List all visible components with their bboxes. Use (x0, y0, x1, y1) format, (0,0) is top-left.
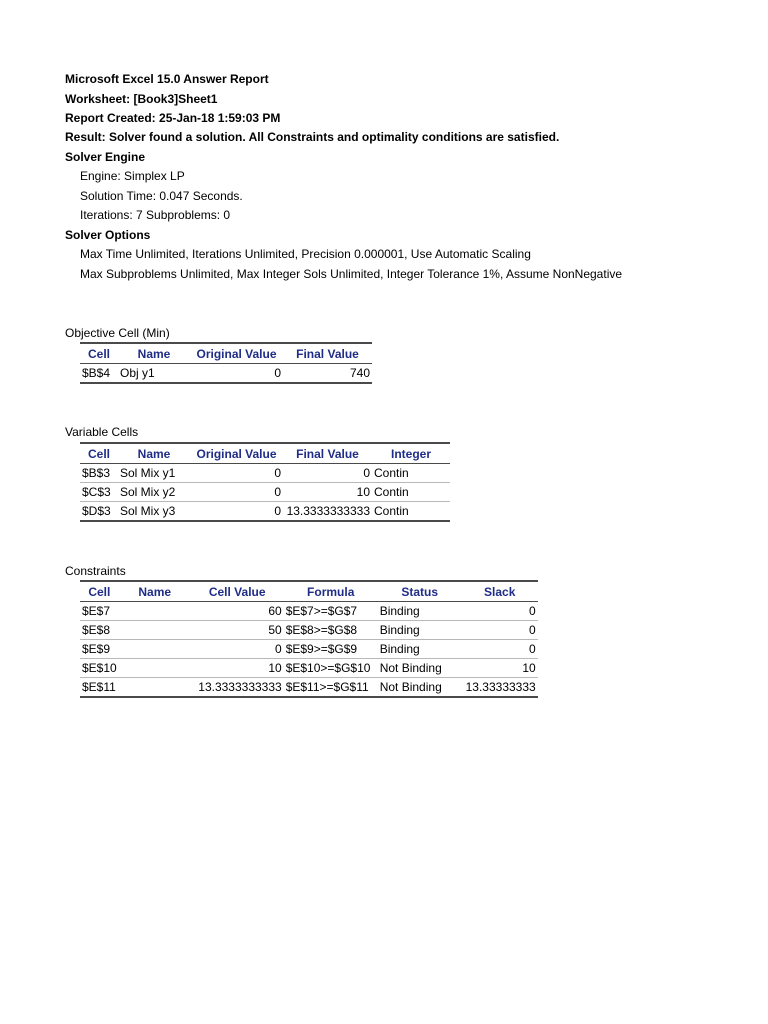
cell-ref: $B$4 (80, 364, 118, 384)
final-value: 740 (283, 364, 372, 384)
cell-ref: $D$3 (80, 502, 118, 522)
integer-type: Contin (372, 502, 450, 522)
cell-name (119, 621, 191, 640)
status: Not Binding (378, 659, 462, 678)
cell-ref: $E$7 (80, 602, 119, 621)
column-header: Cell (80, 343, 118, 364)
cell-name: Sol Mix y1 (118, 464, 190, 483)
original-value: 0 (190, 483, 283, 502)
formula: $E$10>=$G$10 (284, 659, 378, 678)
original-value: 0 (190, 502, 283, 522)
table-row (80, 464, 450, 483)
column-header: Formula (284, 581, 378, 602)
column-header: Cell Value (191, 581, 284, 602)
column-header: Original Value (190, 443, 283, 464)
final-value: 10 (283, 483, 372, 502)
column-header: Status (378, 581, 462, 602)
table-header-row (80, 443, 450, 464)
variables-section-title: Variable Cells (65, 425, 139, 439)
cell-ref: $E$8 (80, 621, 119, 640)
iterations-line: Iterations: 7 Subproblems: 0 (80, 208, 231, 222)
column-header: Final Value (283, 343, 372, 364)
table-header-row (80, 581, 538, 602)
constraints-section-title: Constraints (65, 564, 126, 578)
cell-value: 50 (191, 621, 284, 640)
objective-section-title: Objective Cell (Min) (65, 326, 170, 340)
column-header: Name (119, 581, 191, 602)
formula: $E$9>=$G$9 (284, 640, 378, 659)
slack: 10 (462, 659, 538, 678)
cell-name: Obj y1 (118, 364, 190, 384)
options-line-1: Max Time Unlimited, Iterations Unlimited, Precision 0.000001, Use Automatic Scaling (80, 247, 531, 261)
cell-name (119, 640, 191, 659)
constraints-table (80, 580, 538, 698)
report-created: Report Created: 25-Jan-18 1:59:03 PM (65, 111, 281, 125)
status: Binding (378, 621, 462, 640)
worksheet-label: Worksheet: [Book3]Sheet1 (65, 92, 218, 106)
original-value: 0 (190, 364, 283, 384)
column-header: Original Value (190, 343, 283, 364)
options-line-2: Max Subproblems Unlimited, Max Integer Sols Unlimited, Integer Tolerance 1%, Assume NonNegative (80, 267, 623, 281)
table-row (80, 502, 450, 522)
table-row (80, 364, 372, 384)
cell-value: 0 (191, 640, 284, 659)
formula: $E$8>=$G$8 (284, 621, 378, 640)
solver-engine-heading: Solver Engine (65, 150, 146, 164)
engine-line: Engine: Simplex LP (80, 169, 185, 183)
table-row (80, 640, 538, 659)
column-header: Name (118, 443, 190, 464)
final-value: 0 (283, 464, 372, 483)
column-header: Name (118, 343, 190, 364)
integer-type: Contin (372, 464, 450, 483)
table-row (80, 621, 538, 640)
table-row (80, 678, 538, 698)
slack: 13.33333333 (462, 678, 538, 698)
column-header: Integer (372, 443, 450, 464)
cell-name (119, 678, 191, 698)
slack: 0 (462, 621, 538, 640)
cell-value: 13.3333333333 (191, 678, 284, 698)
cell-name: Sol Mix y3 (118, 502, 190, 522)
result-line: Result: Solver found a solution. All Constraints and optimality conditions are satisfied. (65, 130, 560, 144)
objective-table (80, 342, 372, 384)
column-header: Cell (80, 443, 118, 464)
cell-name (119, 602, 191, 621)
column-header: Slack (462, 581, 538, 602)
status: Binding (378, 602, 462, 621)
cell-ref: $E$10 (80, 659, 119, 678)
cell-name: Sol Mix y2 (118, 483, 190, 502)
original-value: 0 (190, 464, 283, 483)
slack: 0 (462, 640, 538, 659)
table-header-row (80, 343, 372, 364)
formula: $E$11>=$G$11 (284, 678, 378, 698)
final-value: 13.3333333333 (283, 502, 372, 522)
slack: 0 (462, 602, 538, 621)
column-header: Cell (80, 581, 119, 602)
status: Not Binding (378, 678, 462, 698)
table-row (80, 659, 538, 678)
cell-value: 60 (191, 602, 284, 621)
cell-ref: $E$11 (80, 678, 119, 698)
table-row (80, 602, 538, 621)
cell-value: 10 (191, 659, 284, 678)
cell-ref: $B$3 (80, 464, 118, 483)
solver-options-heading: Solver Options (65, 228, 151, 242)
column-header: Final Value (283, 443, 372, 464)
table-row (80, 483, 450, 502)
cell-ref: $C$3 (80, 483, 118, 502)
integer-type: Contin (372, 483, 450, 502)
status: Binding (378, 640, 462, 659)
cell-name (119, 659, 191, 678)
report-title: Microsoft Excel 15.0 Answer Report (65, 72, 269, 86)
variables-table (80, 442, 450, 522)
cell-ref: $E$9 (80, 640, 119, 659)
formula: $E$7>=$G$7 (284, 602, 378, 621)
solution-time-line: Solution Time: 0.047 Seconds. (80, 189, 243, 203)
